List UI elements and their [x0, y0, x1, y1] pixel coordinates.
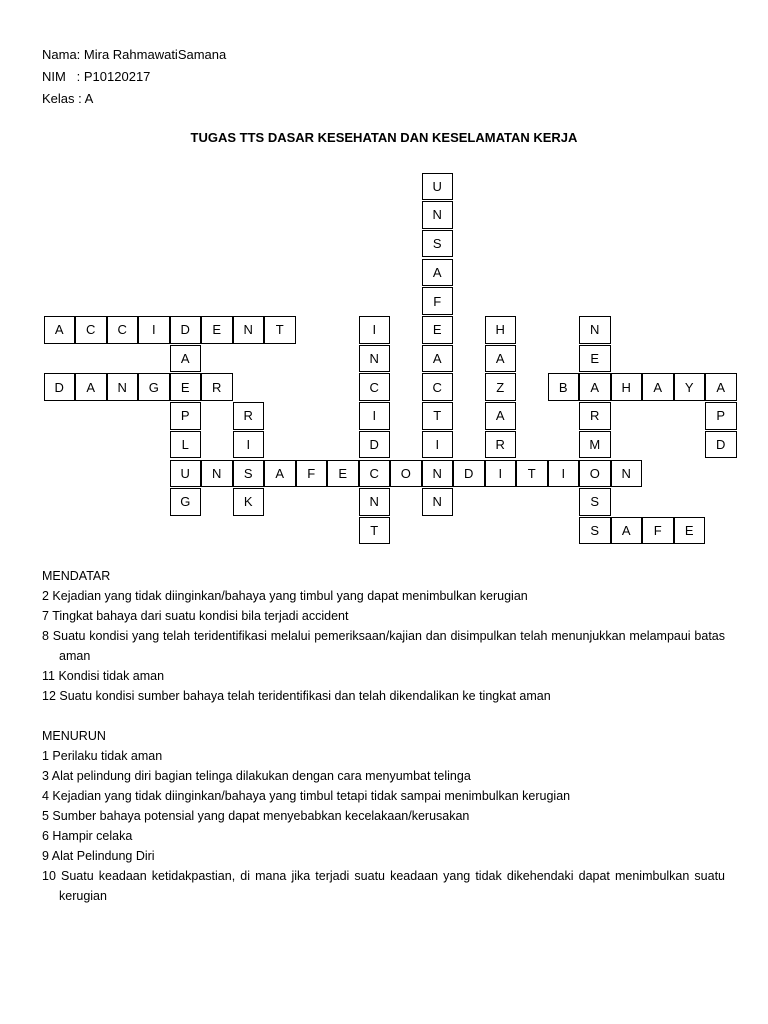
- student-info: [42, 44, 226, 110]
- crossword-cell: S: [422, 230, 454, 258]
- crossword-cell: S: [233, 460, 265, 488]
- mendatar-clue: 11 Kondisi tidak aman: [42, 669, 165, 683]
- crossword-cell: U: [422, 173, 454, 201]
- student-nim: NIM : P10120217: [42, 69, 151, 84]
- crossword-cell: A: [611, 517, 643, 545]
- crossword-cell: D: [44, 373, 76, 401]
- crossword-cell: I: [485, 460, 517, 488]
- crossword-cell: G: [138, 373, 170, 401]
- crossword-cell: F: [422, 287, 454, 315]
- crossword-cell: F: [296, 460, 328, 488]
- crossword-cell: T: [264, 316, 296, 344]
- crossword-cell: A: [44, 316, 76, 344]
- mendatar-section: [42, 566, 725, 706]
- crossword-cell: E: [422, 316, 454, 344]
- menurun-heading: MENURUN: [42, 729, 106, 743]
- crossword-cell: C: [359, 460, 391, 488]
- crossword-cell: A: [75, 373, 107, 401]
- crossword-cell: N: [422, 460, 454, 488]
- crossword-cell: I: [359, 316, 391, 344]
- crossword-cell: I: [233, 431, 265, 459]
- crossword-cell: T: [516, 460, 548, 488]
- crossword-cell: C: [359, 373, 391, 401]
- crossword-cell: N: [201, 460, 233, 488]
- crossword-cell: D: [170, 316, 202, 344]
- crossword-cell: N: [107, 373, 139, 401]
- crossword-cell: R: [201, 373, 233, 401]
- crossword-cell: M: [579, 431, 611, 459]
- crossword-cell: N: [611, 460, 643, 488]
- student-class: Kelas : A: [42, 91, 94, 106]
- crossword-cell: I: [548, 460, 580, 488]
- crossword-cell: C: [75, 316, 107, 344]
- crossword-cell: B: [548, 373, 580, 401]
- crossword-cell: E: [327, 460, 359, 488]
- crossword-cell: P: [705, 402, 737, 430]
- crossword-cell: A: [170, 345, 202, 373]
- crossword-cell: E: [170, 373, 202, 401]
- crossword-cell: O: [390, 460, 422, 488]
- crossword-cell: S: [579, 517, 611, 545]
- menurun-clue: 9 Alat Pelindung Diri: [42, 849, 155, 863]
- crossword-cell: N: [422, 201, 454, 229]
- crossword-cell: A: [642, 373, 674, 401]
- mendatar-clue: 12 Suatu kondisi sumber bahaya telah teridentifikasi dan telah dikendalikan ke tingkat aman: [42, 689, 551, 703]
- crossword-cell: H: [611, 373, 643, 401]
- menurun-clue: 3 Alat pelindung diri bagian telinga dilakukan dengan cara menyumbat telinga: [42, 769, 471, 783]
- crossword-cell: Z: [485, 373, 517, 401]
- menurun-clue: 1 Perilaku tidak aman: [42, 749, 163, 763]
- crossword-cell: T: [422, 402, 454, 430]
- crossword-cell: H: [485, 316, 517, 344]
- crossword-cell: P: [170, 402, 202, 430]
- crossword-cell: N: [359, 488, 391, 516]
- crossword-cell: N: [579, 316, 611, 344]
- crossword-cell: I: [422, 431, 454, 459]
- menurun-clue: 5 Sumber bahaya potensial yang dapat menyebabkan kecelakaan/kerusakan: [42, 809, 470, 823]
- crossword-cell: E: [201, 316, 233, 344]
- crossword-cell: R: [579, 402, 611, 430]
- mendatar-clue: 7 Tingkat bahaya dari suatu kondisi bila terjadi accident: [42, 609, 349, 623]
- crossword-cell: C: [422, 373, 454, 401]
- crossword-cell: D: [359, 431, 391, 459]
- crossword-cell: I: [359, 402, 391, 430]
- crossword-cell: A: [485, 345, 517, 373]
- crossword-cell: T: [359, 517, 391, 545]
- crossword-cell: A: [705, 373, 737, 401]
- crossword-cell: D: [705, 431, 737, 459]
- crossword-cell: D: [453, 460, 485, 488]
- crossword-cell: A: [579, 373, 611, 401]
- menurun-clue: 4 Kejadian yang tidak diinginkan/bahaya yang timbul tetapi tidak sampai menimbulkan kerugian: [42, 789, 571, 803]
- crossword-cell: C: [107, 316, 139, 344]
- crossword-cell: A: [422, 345, 454, 373]
- crossword-cell: N: [233, 316, 265, 344]
- mendatar-heading: MENDATAR: [42, 569, 111, 583]
- crossword-cell: A: [264, 460, 296, 488]
- student-name: Nama: Mira RahmawatiSamana: [42, 47, 227, 62]
- crossword-cell: L: [170, 431, 202, 459]
- crossword-cell: R: [233, 402, 265, 430]
- mendatar-clue: 2 Kejadian yang tidak diinginkan/bahaya yang timbul yang dapat menimbulkan kerugian: [42, 589, 528, 603]
- crossword-cell: Y: [674, 373, 706, 401]
- crossword-cell: N: [359, 345, 391, 373]
- menurun-clue: 6 Hampir celaka: [42, 829, 133, 843]
- crossword-cell: S: [579, 488, 611, 516]
- mendatar-clue: 8 Suatu kondisi yang telah teridentifikasi melalui pemeriksaan/kajian dan disimpulkan telah menunjukkan melampaui batas aman: [42, 629, 725, 663]
- crossword-cell: U: [170, 460, 202, 488]
- crossword-cell: K: [233, 488, 265, 516]
- crossword-cell: E: [674, 517, 706, 545]
- crossword-cell: G: [170, 488, 202, 516]
- crossword-cell: O: [579, 460, 611, 488]
- crossword-cell: E: [579, 345, 611, 373]
- crossword-cell: N: [422, 488, 454, 516]
- crossword-cell: A: [422, 259, 454, 287]
- crossword-cell: I: [138, 316, 170, 344]
- crossword-cell: R: [485, 431, 517, 459]
- menurun-section: [42, 726, 725, 906]
- page-title: TUGAS TTS DASAR KESEHATAN DAN KESELAMATAN KERJA: [190, 130, 578, 145]
- menurun-clue: 10 Suatu keadaan ketidakpastian, di mana jika terjadi suatu keadaan yang tidak dikehendaki dapat menimbulkan suatu kerugian: [42, 869, 725, 903]
- crossword-cell: A: [485, 402, 517, 430]
- crossword-cell: F: [642, 517, 674, 545]
